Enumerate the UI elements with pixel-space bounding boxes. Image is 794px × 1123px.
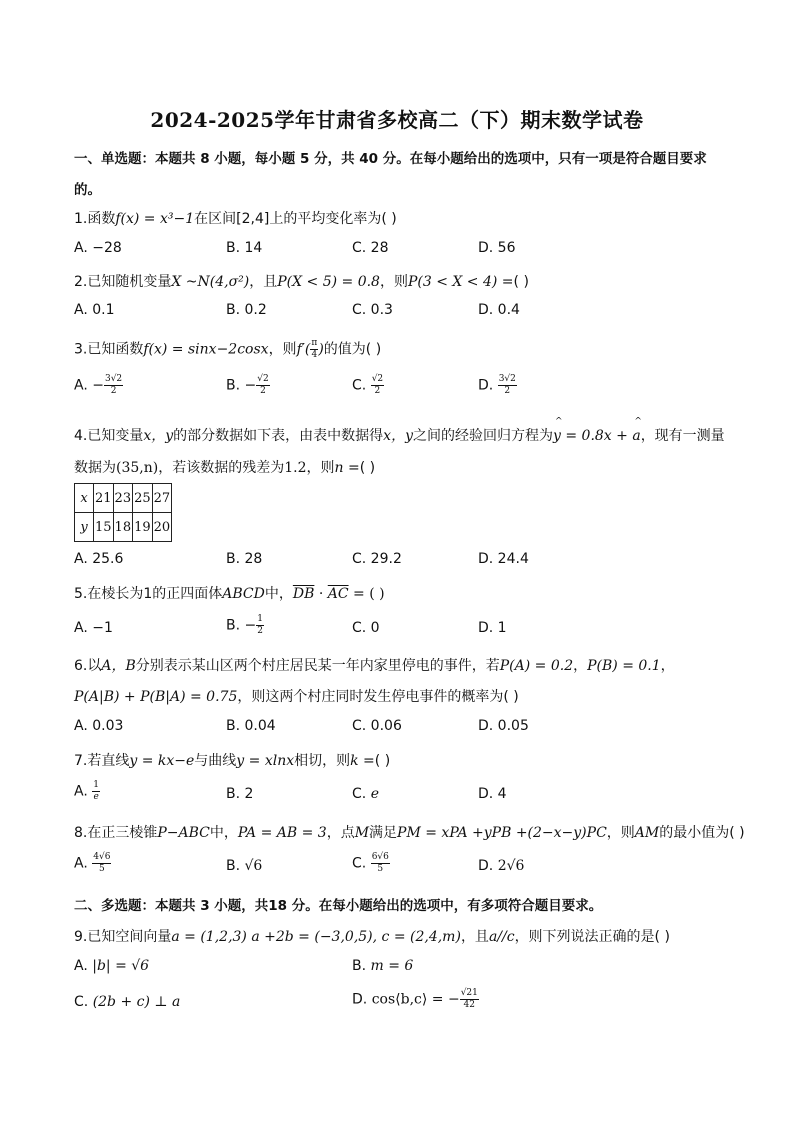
table-cell: 15 [94, 513, 114, 542]
q3-c-label: C. [352, 377, 371, 394]
q3-option-d[interactable] [478, 374, 517, 397]
q4-ask: n = [334, 460, 360, 476]
q3-b-num: √2 [257, 374, 269, 384]
q4-option-c[interactable]: C. 29.2 [352, 551, 402, 567]
q4-l1-pre: 4.已知变量 [74, 428, 144, 444]
question-1 [74, 208, 397, 228]
q5-b-den: 2 [257, 626, 263, 636]
q9-d-num: √21 [460, 988, 478, 998]
q8-mid3: 满足 [369, 825, 398, 841]
q6-l1-pre: 6.以 [74, 658, 102, 674]
q7-mid2: 相切，则 [294, 753, 351, 769]
q9-option-c[interactable] [74, 994, 180, 1010]
q3-b-label: B. [226, 377, 245, 394]
q2-option-c[interactable]: C. 0.3 [352, 302, 393, 318]
q9-option-a[interactable] [74, 958, 149, 974]
q5-option-d[interactable]: D. 1 [478, 620, 507, 636]
q3-deriv: f′( [296, 341, 311, 358]
q5-pre: 5.在棱长为1的正四面体 [74, 586, 223, 602]
q3-d-den: 2 [504, 386, 511, 396]
table-cell: 23 [113, 484, 133, 513]
q4-eq-y: ^ y [553, 428, 561, 444]
question-9 [74, 926, 670, 946]
q6-option-b[interactable]: B. 0.04 [226, 718, 276, 734]
page-title: 2024-2025学年甘肃省多校高二（下）期末数学试卷 [150, 108, 644, 132]
q8-pyr: P−ABC [157, 825, 210, 841]
q6-l1-mid: 分别表示某山区两个村庄居民某一年内家里停电的事件，若 [135, 658, 500, 674]
q7-c-label: C. [352, 786, 371, 802]
q8-post: 的最小值为( ) [659, 825, 745, 841]
q4-l1-mid2: 之间的经验回归方程为 [412, 428, 553, 444]
q4-l1-vars2: x，y [383, 428, 413, 444]
q8-c-frac [371, 852, 390, 875]
q3-b-sign: − [244, 377, 257, 394]
q3-a-frac [104, 374, 123, 397]
q8-a-frac [92, 852, 111, 875]
q2-cond: P(X < 5) = 0.8 [277, 274, 380, 290]
q5-b-frac [256, 614, 264, 637]
q7-option-d[interactable]: D. 4 [478, 786, 507, 802]
q9-c-label: C. [74, 994, 93, 1010]
q5-vec-ac: $\overline{AC}$ [327, 586, 349, 602]
q3-a-num: 3√2 [104, 374, 123, 384]
q6-l1-end: ， [660, 658, 675, 674]
question-4-line2 [74, 457, 375, 477]
q1-option-a[interactable]: A. −28 [74, 240, 122, 256]
q2-option-d[interactable]: D. 0.4 [478, 302, 520, 318]
section-header-single-choice: 一、单选题：本题共 8 小题，每小题 5 分，共 40 分。在每小题给出的选项中，只有一项是符合题目要求 [74, 151, 707, 167]
q1-func: f(x) = x³−1 [115, 211, 195, 227]
q3-frac-den: 4 [311, 350, 318, 360]
q3-deriv-close: ) [318, 341, 324, 358]
q3-func: f(x) = sinx−2cosx [143, 341, 269, 358]
q8-a-num: 4√6 [93, 852, 111, 862]
q8-eq: PA = AB = 3 [237, 825, 327, 841]
q7-a-num: 1 [93, 780, 99, 790]
q8-seg: AM [634, 825, 660, 841]
q7-post: ( ) [374, 753, 391, 769]
q8-expr: PM = xPA +yPB +(2−x−y)PC [397, 825, 607, 841]
q2-dist: X ~N(4,σ²) [171, 274, 250, 290]
q8-b-label: B. [226, 858, 245, 874]
q8-a-den: 5 [98, 864, 105, 874]
q9-b-label: B. [352, 958, 371, 974]
q7-mid: 与曲线 [194, 753, 237, 769]
q4-option-b[interactable]: B. 28 [226, 551, 263, 567]
question-4 [74, 425, 725, 445]
q8-option-d[interactable] [478, 858, 524, 874]
table-row [75, 513, 172, 542]
q1-option-b[interactable]: B. 14 [226, 240, 263, 256]
section-header-single-choice-cont: 的。 [74, 182, 101, 198]
q3-d-num: 3√2 [498, 374, 516, 384]
q2-post: ( ) [513, 274, 529, 290]
q6-pb: P(B) = 0.1 [587, 658, 661, 674]
q3-option-a[interactable] [74, 374, 123, 397]
question-8 [74, 822, 745, 842]
q8-a-label: A. [74, 855, 93, 872]
q9-d-den: 42 [463, 1000, 475, 1010]
q5-post: = ( ) [348, 586, 385, 602]
table-cell: 27 [152, 484, 172, 513]
q5-mid: 中， [264, 586, 293, 602]
table-cell: 20 [152, 513, 172, 542]
q3-d-frac [498, 374, 517, 397]
table-cell: 21 [94, 484, 114, 513]
q1-option-c[interactable]: C. 28 [352, 240, 389, 256]
q1-pre: 1.函数 [74, 211, 116, 227]
table-cell: 19 [133, 513, 153, 542]
q4-l2-mid: ，若该数据的残差为 [158, 460, 285, 476]
q3-frac-num: π [311, 338, 318, 348]
q3-c-den: 2 [374, 386, 381, 396]
q9-mid: ，且 [460, 929, 489, 945]
q9-par: a//c [488, 929, 515, 945]
q8-pt: M [354, 825, 370, 841]
q5-body: ABCD [222, 586, 265, 602]
q5-b-label: B. [226, 617, 245, 634]
table-row [75, 484, 172, 513]
q9-c-val: (2b + c) ⊥ a [92, 994, 181, 1010]
question-7 [74, 750, 390, 770]
q4-eq-rest: = 0.8x + [560, 428, 633, 444]
q5-b-sign: − [244, 617, 257, 634]
q8-option-c[interactable] [352, 852, 390, 875]
q4-resid: 1.2 [284, 460, 307, 476]
q6-l2-post: ，则这两个村庄同时发生停电事件的概率为( ) [237, 689, 519, 705]
q9-d-frac [460, 988, 479, 1011]
q7-a-frac [92, 780, 100, 803]
q7-option-b[interactable]: B. 2 [226, 786, 254, 802]
q7-option-c[interactable] [352, 786, 379, 802]
q5-option-a[interactable]: A. −1 [74, 620, 113, 636]
q6-pa: P(A) = 0.2 [499, 658, 574, 674]
q9-d-val: cos⟨b,c⟩ = − [371, 991, 460, 1008]
question-6-line2 [74, 686, 519, 706]
q7-a-den: e [93, 792, 99, 802]
q9-b-val: m = 6 [370, 958, 414, 974]
q7-a-label: A. [74, 783, 93, 800]
q7-line: y = kx−e [129, 753, 195, 769]
q8-d-val: 2√6 [497, 858, 525, 874]
q4-data-table [74, 483, 172, 542]
q2-mid2: ，则 [379, 274, 408, 290]
q2-mid: ，且 [249, 274, 278, 290]
q2-option-b[interactable]: B. 0.2 [226, 302, 267, 318]
q4-option-d[interactable]: D. 24.4 [478, 551, 529, 567]
q2-option-a[interactable]: A. 0.1 [74, 302, 115, 318]
question-6 [74, 655, 675, 675]
q9-d-label: D. [352, 991, 372, 1008]
q6-l2-eq: P(A|B) + P(B|A) = 0.75 [74, 689, 238, 705]
q8-option-a[interactable] [74, 852, 111, 875]
q4-eq-a: ^ a [632, 428, 640, 444]
q5-vec-db: $\overline{DB}$ [292, 586, 315, 602]
q6-option-a[interactable]: A. 0.03 [74, 718, 124, 734]
q5-b-num: 1 [257, 614, 263, 624]
q3-option-b[interactable] [226, 374, 270, 397]
q3-b-den: 2 [260, 386, 266, 396]
q5-dot: · [314, 586, 328, 602]
q7-option-a[interactable] [74, 780, 100, 803]
q4-l2-pre: 数据为 [74, 460, 116, 476]
q9-a-label: A. [74, 958, 93, 974]
section-header-multi-choice: 二、多选题：本题共 3 小题，共18 分。在每小题给出的选项中，有多项符合题目要求。 [74, 898, 603, 914]
q8-c-label: C. [352, 855, 371, 872]
q7-c-val: e [370, 786, 379, 802]
table-header-y: y [75, 513, 94, 542]
q9-option-d[interactable] [352, 988, 479, 1011]
q8-c-num: 6√6 [371, 852, 389, 862]
q3-option-c[interactable] [352, 374, 384, 397]
question-2 [74, 271, 529, 291]
q4-l1-post: ，现有一测量 [640, 428, 725, 444]
q8-b-val: √6 [244, 858, 263, 874]
q3-mid: ，则 [268, 341, 297, 358]
q9-expr: a = (1,2,3) a +2b = (−3,0,5), c = (2,4,m) [171, 929, 461, 945]
q5-option-b[interactable] [226, 614, 264, 637]
q3-c-frac [371, 374, 384, 397]
question-5 [74, 583, 385, 603]
q4-l1-vars: x，y [143, 428, 174, 444]
q4-l2-post: ( ) [359, 460, 376, 476]
question-3 [74, 338, 381, 361]
q2-ask: P(3 < X < 4) = [407, 274, 514, 290]
q3-c-num: √2 [371, 374, 384, 384]
table-cell: 25 [133, 484, 153, 513]
q8-d-label: D. [478, 858, 498, 874]
q2-pre: 2.已知随机变量 [74, 274, 172, 290]
table-cell: 18 [113, 513, 133, 542]
q6-l1-vars: A，B [101, 658, 136, 674]
q1-option-d[interactable]: D. 56 [478, 240, 516, 256]
q3-a-label: A. [74, 377, 93, 394]
q8-mid: 中， [209, 825, 238, 841]
q7-curve: y = xlnx [236, 753, 295, 769]
q9-post: ，则下列说法正确的是( ) [514, 929, 670, 945]
q7-ask: k = [350, 753, 375, 769]
q4-point: (35,n) [116, 460, 159, 476]
q8-mid2: ，点 [326, 825, 355, 841]
q7-pre: 7.若直线 [74, 753, 130, 769]
q1-post: 在区间[2,4]上的平均变化率为( ) [194, 211, 397, 227]
q4-option-a[interactable]: A. 25.6 [74, 551, 124, 567]
table-header-x: x [75, 484, 94, 513]
q8-option-b[interactable] [226, 858, 262, 874]
q9-option-b[interactable] [352, 958, 413, 974]
q8-pre: 8.在正三棱锥 [74, 825, 158, 841]
q5-option-c[interactable]: C. 0 [352, 620, 380, 636]
q8-mid4: ，则 [606, 825, 635, 841]
q6-option-c[interactable]: C. 0.06 [352, 718, 402, 734]
q9-pre: 9.已知空间向量 [74, 929, 172, 945]
q3-d-label: D. [478, 377, 498, 394]
q6-sep: ， [573, 658, 588, 674]
q4-l1-mid: 的部分数据如下表，由表中数据得 [173, 428, 384, 444]
q3-a-sign: − [92, 377, 104, 394]
q3-a-den: 2 [110, 386, 117, 396]
q4-l2-mid2: ，则 [306, 460, 335, 476]
q3-b-frac [256, 374, 269, 397]
q6-option-d[interactable]: D. 0.05 [478, 718, 529, 734]
q3-post: 的值为( ) [323, 341, 382, 358]
q3-pre: 3.已知函数 [74, 341, 144, 358]
q8-c-den: 5 [377, 864, 384, 874]
q9-a-val: |b| = √6 [92, 958, 150, 974]
